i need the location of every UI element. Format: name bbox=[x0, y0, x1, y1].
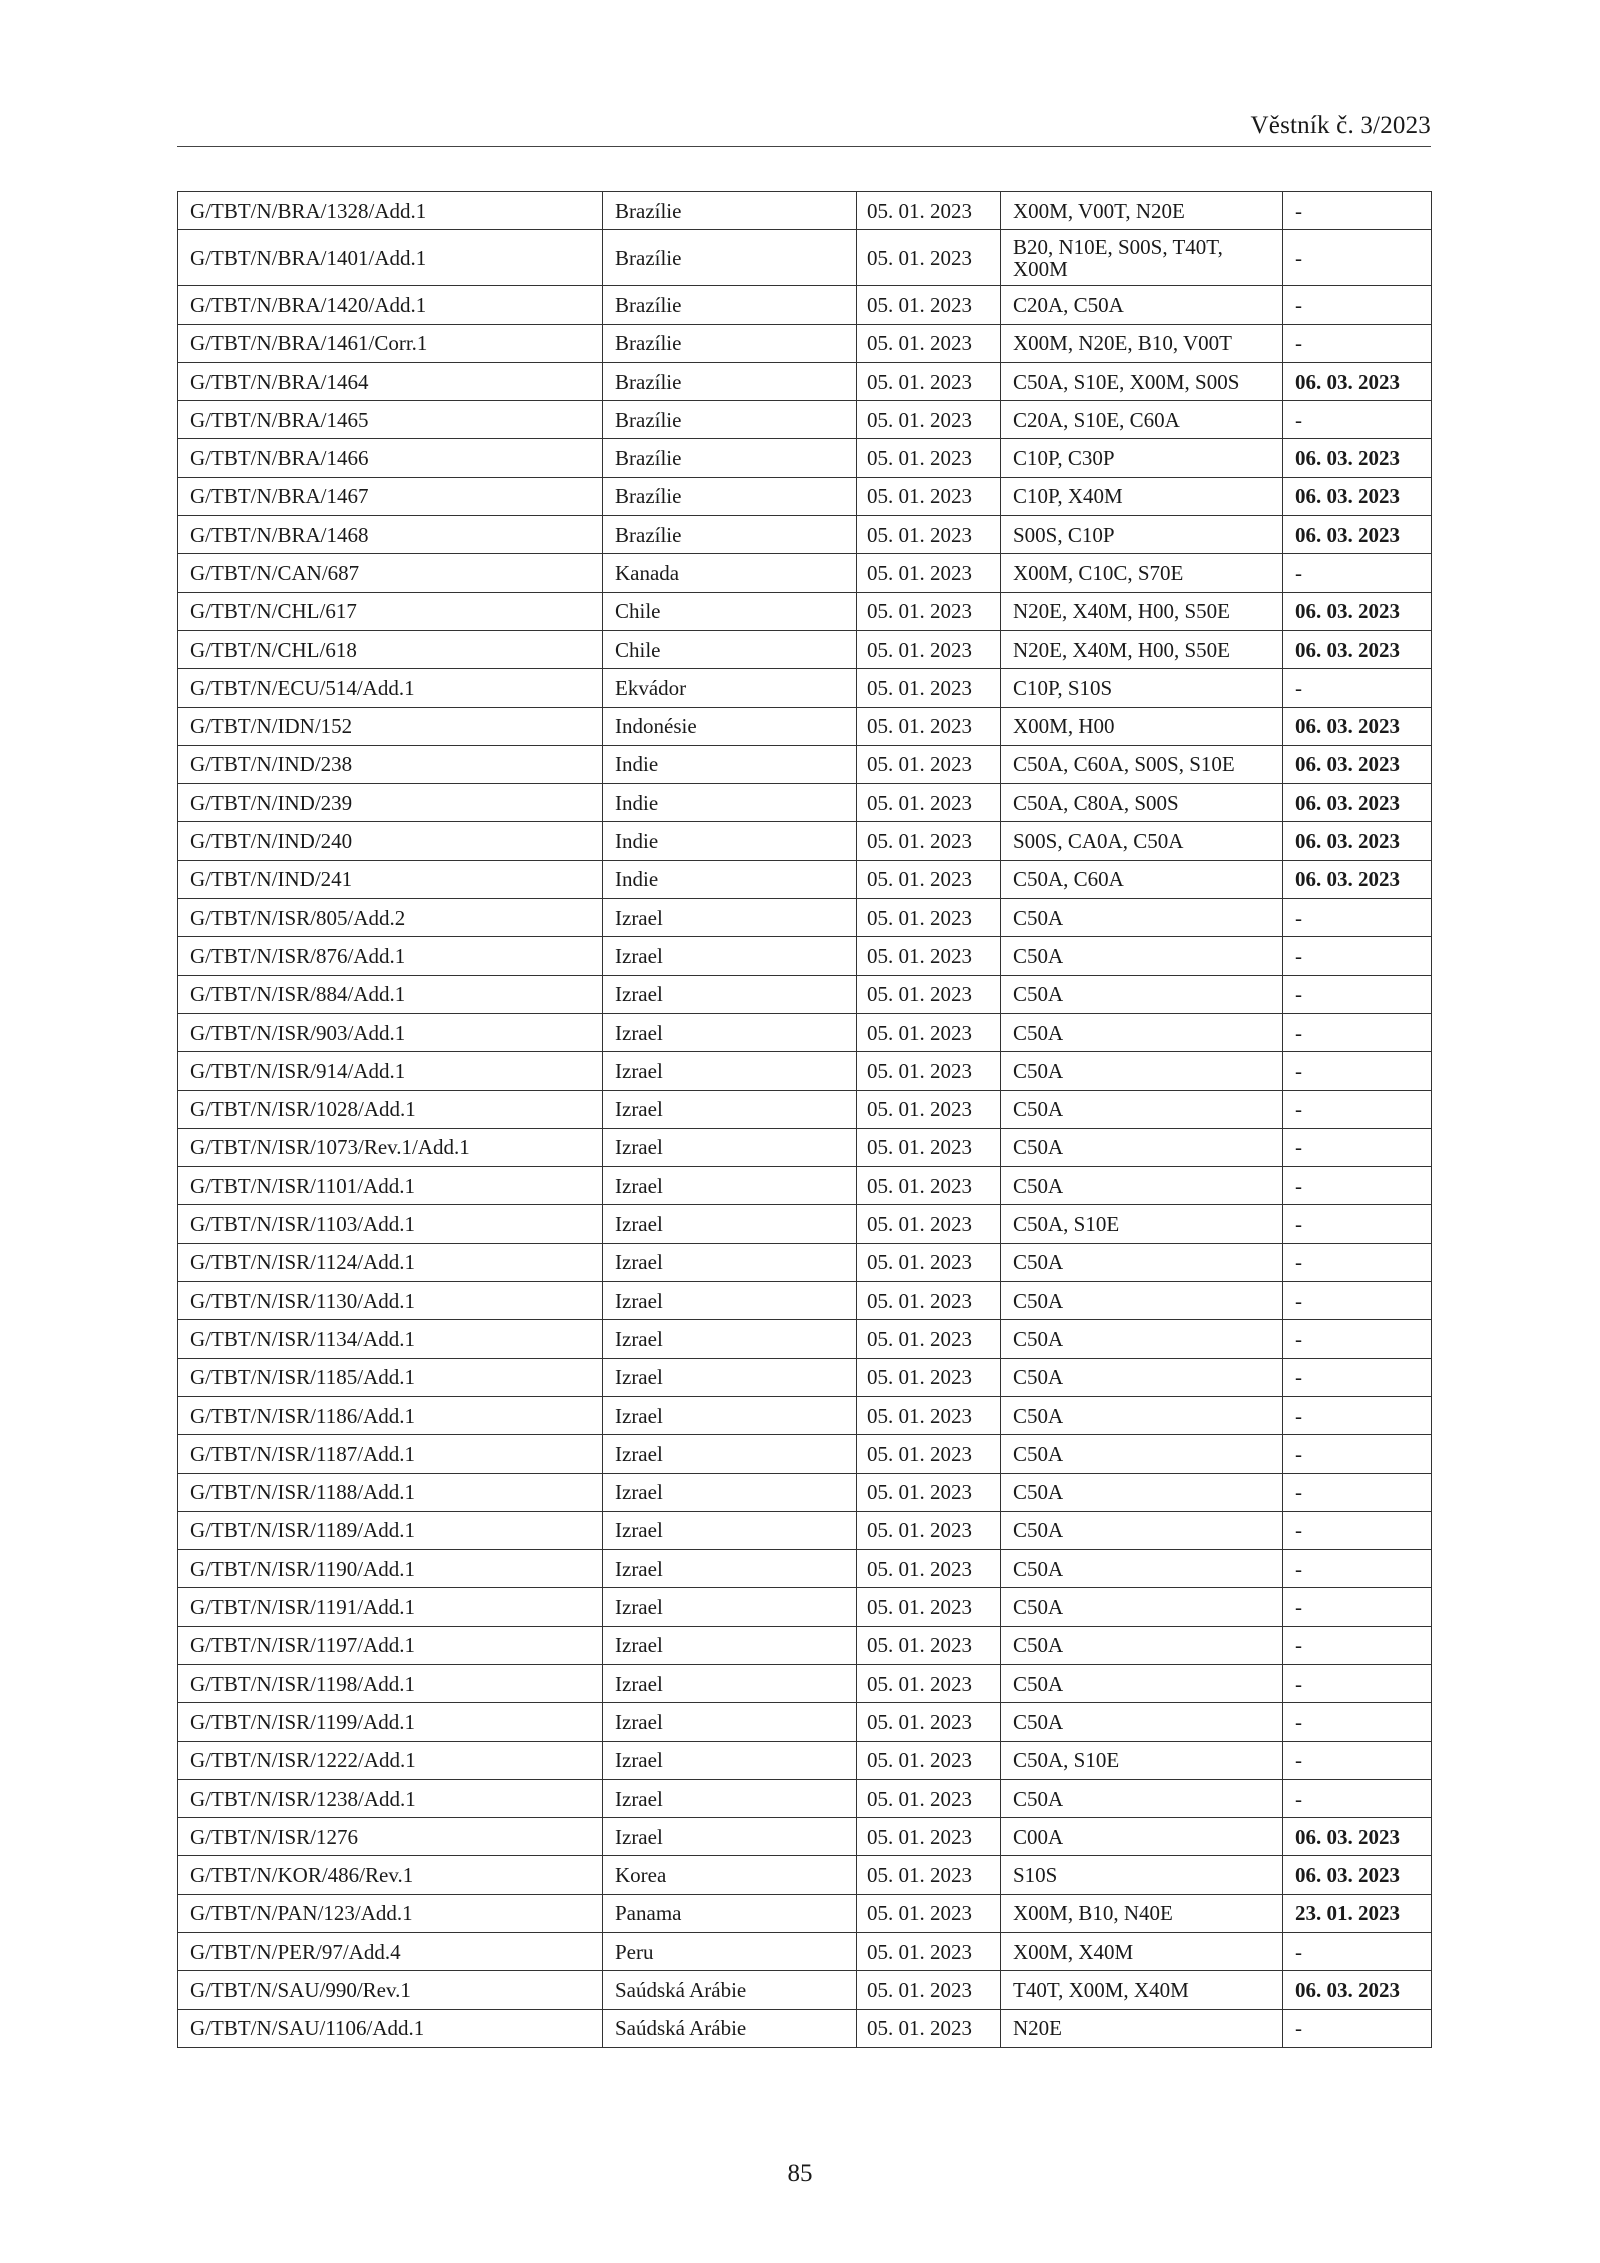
table-row bbox=[178, 975, 1432, 1013]
publication-date-cell: 05. 01. 2023 bbox=[857, 1167, 1001, 1205]
comment-deadline-cell: - bbox=[1283, 1588, 1432, 1626]
table-row bbox=[178, 669, 1432, 707]
publication-date-cell: 05. 01. 2023 bbox=[857, 362, 1001, 400]
ics-codes-cell: C50A bbox=[1001, 937, 1283, 975]
publication-date-cell: 05. 01. 2023 bbox=[857, 899, 1001, 937]
table-row bbox=[178, 1052, 1432, 1090]
notification-code-cell: G/TBT/N/BRA/1464 bbox=[178, 362, 603, 400]
ics-codes-cell: N20E, X40M, H00, S50E bbox=[1001, 592, 1283, 630]
comment-deadline-cell: - bbox=[1283, 937, 1432, 975]
ics-codes-cell: B20, N10E, S00S, T40T, X00M bbox=[1001, 230, 1283, 286]
ics-codes-cell: C50A, S10E bbox=[1001, 1205, 1283, 1243]
country-cell: Izrael bbox=[603, 1090, 857, 1128]
notification-code-cell: G/TBT/N/ISR/1073/Rev.1/Add.1 bbox=[178, 1128, 603, 1166]
comment-deadline-cell: - bbox=[1283, 899, 1432, 937]
comment-deadline-cell: - bbox=[1283, 1933, 1432, 1971]
country-cell: Izrael bbox=[603, 1511, 857, 1549]
ics-codes-cell: C50A bbox=[1001, 1320, 1283, 1358]
publication-date-cell: 05. 01. 2023 bbox=[857, 516, 1001, 554]
bulletin-title: Věstník č. 3/2023 bbox=[1250, 112, 1431, 139]
country-cell: Brazílie bbox=[603, 192, 857, 230]
table-row bbox=[178, 1856, 1432, 1894]
publication-date-cell: 05. 01. 2023 bbox=[857, 1435, 1001, 1473]
comment-deadline-cell: - bbox=[1283, 1358, 1432, 1396]
ics-codes-cell: C50A, C60A, S00S, S10E bbox=[1001, 745, 1283, 783]
country-cell: Izrael bbox=[603, 1358, 857, 1396]
table-row bbox=[178, 401, 1432, 439]
country-cell: Brazílie bbox=[603, 230, 857, 286]
comment-deadline-cell: - bbox=[1283, 1013, 1432, 1051]
notification-code-cell: G/TBT/N/BRA/1401/Add.1 bbox=[178, 230, 603, 286]
notification-code-cell: G/TBT/N/ISR/1124/Add.1 bbox=[178, 1243, 603, 1281]
publication-date-cell: 05. 01. 2023 bbox=[857, 1933, 1001, 1971]
ics-codes-cell: C50A bbox=[1001, 1511, 1283, 1549]
ics-codes-cell: C50A bbox=[1001, 1779, 1283, 1817]
notification-code-cell: G/TBT/N/BRA/1465 bbox=[178, 401, 603, 439]
comment-deadline-cell: 23. 01. 2023 bbox=[1283, 1894, 1432, 1932]
publication-date-cell: 05. 01. 2023 bbox=[857, 1243, 1001, 1281]
country-cell: Izrael bbox=[603, 1588, 857, 1626]
ics-codes-cell: X00M, V00T, N20E bbox=[1001, 192, 1283, 230]
table-row bbox=[178, 1933, 1432, 1971]
publication-date-cell: 05. 01. 2023 bbox=[857, 975, 1001, 1013]
country-cell: Izrael bbox=[603, 1473, 857, 1511]
notification-code-cell: G/TBT/N/ISR/1186/Add.1 bbox=[178, 1396, 603, 1434]
ics-codes-cell: C50A, C80A, S00S bbox=[1001, 784, 1283, 822]
country-cell: Peru bbox=[603, 1933, 857, 1971]
publication-date-cell: 05. 01. 2023 bbox=[857, 1818, 1001, 1856]
notification-code-cell: G/TBT/N/ISR/1185/Add.1 bbox=[178, 1358, 603, 1396]
notification-code-cell: G/TBT/N/IDN/152 bbox=[178, 707, 603, 745]
ics-codes-cell: C50A, S10E bbox=[1001, 1741, 1283, 1779]
comment-deadline-cell: 06. 03. 2023 bbox=[1283, 630, 1432, 668]
country-cell: Brazílie bbox=[603, 516, 857, 554]
publication-date-cell: 05. 01. 2023 bbox=[857, 2009, 1001, 2047]
table-row bbox=[178, 1090, 1432, 1128]
country-cell: Izrael bbox=[603, 1703, 857, 1741]
publication-date-cell: 05. 01. 2023 bbox=[857, 1703, 1001, 1741]
publication-date-cell: 05. 01. 2023 bbox=[857, 1320, 1001, 1358]
country-cell: Panama bbox=[603, 1894, 857, 1932]
publication-date-cell: 05. 01. 2023 bbox=[857, 860, 1001, 898]
publication-date-cell: 05. 01. 2023 bbox=[857, 1511, 1001, 1549]
comment-deadline-cell: 06. 03. 2023 bbox=[1283, 516, 1432, 554]
notification-code-cell: G/TBT/N/ECU/514/Add.1 bbox=[178, 669, 603, 707]
publication-date-cell: 05. 01. 2023 bbox=[857, 784, 1001, 822]
ics-codes-cell: X00M, H00 bbox=[1001, 707, 1283, 745]
notification-code-cell: G/TBT/N/PER/97/Add.4 bbox=[178, 1933, 603, 1971]
table-row bbox=[178, 1320, 1432, 1358]
ics-codes-cell: C10P, S10S bbox=[1001, 669, 1283, 707]
notification-code-cell: G/TBT/N/ISR/884/Add.1 bbox=[178, 975, 603, 1013]
ics-codes-cell: C10P, C30P bbox=[1001, 439, 1283, 477]
publication-date-cell: 05. 01. 2023 bbox=[857, 1473, 1001, 1511]
table-row bbox=[178, 592, 1432, 630]
notification-code-cell: G/TBT/N/ISR/1191/Add.1 bbox=[178, 1588, 603, 1626]
comment-deadline-cell: 06. 03. 2023 bbox=[1283, 1856, 1432, 1894]
ics-codes-cell: X00M, N20E, B10, V00T bbox=[1001, 324, 1283, 362]
notification-code-cell: G/TBT/N/ISR/1276 bbox=[178, 1818, 603, 1856]
country-cell: Ekvádor bbox=[603, 669, 857, 707]
comment-deadline-cell: - bbox=[1283, 1435, 1432, 1473]
table-row bbox=[178, 516, 1432, 554]
publication-date-cell: 05. 01. 2023 bbox=[857, 630, 1001, 668]
ics-codes-cell: X00M, X40M bbox=[1001, 1933, 1283, 1971]
notification-code-cell: G/TBT/N/ISR/1198/Add.1 bbox=[178, 1664, 603, 1702]
notification-code-cell: G/TBT/N/ISR/903/Add.1 bbox=[178, 1013, 603, 1051]
comment-deadline-cell: - bbox=[1283, 230, 1432, 286]
notification-code-cell: G/TBT/N/IND/241 bbox=[178, 860, 603, 898]
table-row bbox=[178, 1626, 1432, 1664]
notification-code-cell: G/TBT/N/ISR/1238/Add.1 bbox=[178, 1779, 603, 1817]
table-row bbox=[178, 860, 1432, 898]
table-row bbox=[178, 554, 1432, 592]
publication-date-cell: 05. 01. 2023 bbox=[857, 1626, 1001, 1664]
country-cell: Izrael bbox=[603, 1435, 857, 1473]
publication-date-cell: 05. 01. 2023 bbox=[857, 1013, 1001, 1051]
ics-codes-cell: C50A bbox=[1001, 1128, 1283, 1166]
notification-code-cell: G/TBT/N/ISR/1222/Add.1 bbox=[178, 1741, 603, 1779]
notification-code-cell: G/TBT/N/BRA/1468 bbox=[178, 516, 603, 554]
table-row bbox=[178, 230, 1432, 286]
comment-deadline-cell: - bbox=[1283, 1741, 1432, 1779]
country-cell: Korea bbox=[603, 1856, 857, 1894]
table-row bbox=[178, 324, 1432, 362]
table-row bbox=[178, 1396, 1432, 1434]
table-row bbox=[178, 1435, 1432, 1473]
country-cell: Izrael bbox=[603, 1550, 857, 1588]
country-cell: Izrael bbox=[603, 975, 857, 1013]
notification-code-cell: G/TBT/N/BRA/1328/Add.1 bbox=[178, 192, 603, 230]
notification-code-cell: G/TBT/N/CAN/687 bbox=[178, 554, 603, 592]
ics-codes-cell: N20E, X40M, H00, S50E bbox=[1001, 630, 1283, 668]
publication-date-cell: 05. 01. 2023 bbox=[857, 1128, 1001, 1166]
publication-date-cell: 05. 01. 2023 bbox=[857, 401, 1001, 439]
ics-codes-cell: C50A, C60A bbox=[1001, 860, 1283, 898]
table-row bbox=[178, 937, 1432, 975]
notification-code-cell: G/TBT/N/KOR/486/Rev.1 bbox=[178, 1856, 603, 1894]
ics-codes-cell: N20E bbox=[1001, 2009, 1283, 2047]
comment-deadline-cell: 06. 03. 2023 bbox=[1283, 745, 1432, 783]
table-row bbox=[178, 1282, 1432, 1320]
comment-deadline-cell: - bbox=[1283, 401, 1432, 439]
publication-date-cell: 05. 01. 2023 bbox=[857, 1971, 1001, 2009]
comment-deadline-cell: 06. 03. 2023 bbox=[1283, 592, 1432, 630]
ics-codes-cell: C00A bbox=[1001, 1818, 1283, 1856]
notification-code-cell: G/TBT/N/ISR/805/Add.2 bbox=[178, 899, 603, 937]
notification-code-cell: G/TBT/N/ISR/1028/Add.1 bbox=[178, 1090, 603, 1128]
table-row bbox=[178, 1779, 1432, 1817]
publication-date-cell: 05. 01. 2023 bbox=[857, 1090, 1001, 1128]
table-row bbox=[178, 2009, 1432, 2047]
comment-deadline-cell: - bbox=[1283, 1703, 1432, 1741]
comment-deadline-cell: - bbox=[1283, 2009, 1432, 2047]
comment-deadline-cell: - bbox=[1283, 1090, 1432, 1128]
notification-code-cell: G/TBT/N/ISR/1130/Add.1 bbox=[178, 1282, 603, 1320]
comment-deadline-cell: 06. 03. 2023 bbox=[1283, 707, 1432, 745]
comment-deadline-cell: - bbox=[1283, 1052, 1432, 1090]
country-cell: Izrael bbox=[603, 1320, 857, 1358]
notification-code-cell: G/TBT/N/BRA/1420/Add.1 bbox=[178, 286, 603, 324]
table-row bbox=[178, 745, 1432, 783]
notification-code-cell: G/TBT/N/ISR/1134/Add.1 bbox=[178, 1320, 603, 1358]
ics-codes-cell: T40T, X00M, X40M bbox=[1001, 1971, 1283, 2009]
comment-deadline-cell: - bbox=[1283, 192, 1432, 230]
ics-codes-cell: C50A bbox=[1001, 1052, 1283, 1090]
comment-deadline-cell: - bbox=[1283, 1128, 1432, 1166]
comment-deadline-cell: - bbox=[1283, 1550, 1432, 1588]
table-row bbox=[178, 1588, 1432, 1626]
ics-codes-cell: C50A bbox=[1001, 1358, 1283, 1396]
publication-date-cell: 05. 01. 2023 bbox=[857, 1894, 1001, 1932]
table-row bbox=[178, 439, 1432, 477]
table-row bbox=[178, 784, 1432, 822]
table-row bbox=[178, 1818, 1432, 1856]
notification-code-cell: G/TBT/N/CHL/617 bbox=[178, 592, 603, 630]
ics-codes-cell: S00S, C10P bbox=[1001, 516, 1283, 554]
country-cell: Izrael bbox=[603, 1205, 857, 1243]
publication-date-cell: 05. 01. 2023 bbox=[857, 822, 1001, 860]
country-cell: Saúdská Arábie bbox=[603, 1971, 857, 2009]
notification-code-cell: G/TBT/N/BRA/1461/Corr.1 bbox=[178, 324, 603, 362]
country-cell: Izrael bbox=[603, 1128, 857, 1166]
country-cell: Saúdská Arábie bbox=[603, 2009, 857, 2047]
comment-deadline-cell: - bbox=[1283, 1243, 1432, 1281]
country-cell: Indonésie bbox=[603, 707, 857, 745]
country-cell: Brazílie bbox=[603, 324, 857, 362]
ics-codes-cell: C50A bbox=[1001, 1664, 1283, 1702]
table-row bbox=[178, 477, 1432, 515]
table-row bbox=[178, 707, 1432, 745]
country-cell: Izrael bbox=[603, 1741, 857, 1779]
table-row bbox=[178, 630, 1432, 668]
ics-codes-cell: C50A bbox=[1001, 1396, 1283, 1434]
country-cell: Brazílie bbox=[603, 362, 857, 400]
publication-date-cell: 05. 01. 2023 bbox=[857, 230, 1001, 286]
ics-codes-cell: X00M, C10C, S70E bbox=[1001, 554, 1283, 592]
publication-date-cell: 05. 01. 2023 bbox=[857, 286, 1001, 324]
country-cell: Izrael bbox=[603, 1626, 857, 1664]
comment-deadline-cell: 06. 03. 2023 bbox=[1283, 822, 1432, 860]
ics-codes-cell: C20A, S10E, C60A bbox=[1001, 401, 1283, 439]
country-cell: Kanada bbox=[603, 554, 857, 592]
comment-deadline-cell: - bbox=[1283, 1320, 1432, 1358]
comment-deadline-cell: - bbox=[1283, 554, 1432, 592]
country-cell: Brazílie bbox=[603, 401, 857, 439]
comment-deadline-cell: - bbox=[1283, 1167, 1432, 1205]
publication-date-cell: 05. 01. 2023 bbox=[857, 192, 1001, 230]
table-row bbox=[178, 1511, 1432, 1549]
ics-codes-cell: C50A bbox=[1001, 1167, 1283, 1205]
notification-code-cell: G/TBT/N/IND/240 bbox=[178, 822, 603, 860]
notification-code-cell: G/TBT/N/IND/239 bbox=[178, 784, 603, 822]
publication-date-cell: 05. 01. 2023 bbox=[857, 1396, 1001, 1434]
country-cell: Izrael bbox=[603, 1282, 857, 1320]
table-row bbox=[178, 1741, 1432, 1779]
table-row bbox=[178, 1664, 1432, 1702]
comment-deadline-cell: 06. 03. 2023 bbox=[1283, 439, 1432, 477]
notification-code-cell: G/TBT/N/ISR/876/Add.1 bbox=[178, 937, 603, 975]
notification-code-cell: G/TBT/N/CHL/618 bbox=[178, 630, 603, 668]
notification-code-cell: G/TBT/N/ISR/1189/Add.1 bbox=[178, 1511, 603, 1549]
comment-deadline-cell: - bbox=[1283, 1511, 1432, 1549]
ics-codes-cell: C50A bbox=[1001, 1473, 1283, 1511]
table-row bbox=[178, 1013, 1432, 1051]
publication-date-cell: 05. 01. 2023 bbox=[857, 1741, 1001, 1779]
comment-deadline-cell: - bbox=[1283, 1779, 1432, 1817]
ics-codes-cell: C50A bbox=[1001, 899, 1283, 937]
country-cell: Izrael bbox=[603, 1013, 857, 1051]
table-row bbox=[178, 822, 1432, 860]
publication-date-cell: 05. 01. 2023 bbox=[857, 1664, 1001, 1702]
ics-codes-cell: C50A bbox=[1001, 1435, 1283, 1473]
comment-deadline-cell: - bbox=[1283, 324, 1432, 362]
table-row bbox=[178, 1703, 1432, 1741]
table-row bbox=[178, 1550, 1432, 1588]
table-row bbox=[178, 1167, 1432, 1205]
ics-codes-cell: C20A, C50A bbox=[1001, 286, 1283, 324]
country-cell: Brazílie bbox=[603, 439, 857, 477]
publication-date-cell: 05. 01. 2023 bbox=[857, 439, 1001, 477]
notification-code-cell: G/TBT/N/BRA/1466 bbox=[178, 439, 603, 477]
table-row bbox=[178, 362, 1432, 400]
ics-codes-cell: C50A bbox=[1001, 1013, 1283, 1051]
comment-deadline-cell: - bbox=[1283, 1473, 1432, 1511]
comment-deadline-cell: - bbox=[1283, 1282, 1432, 1320]
country-cell: Izrael bbox=[603, 899, 857, 937]
publication-date-cell: 05. 01. 2023 bbox=[857, 937, 1001, 975]
comment-deadline-cell: - bbox=[1283, 975, 1432, 1013]
country-cell: Chile bbox=[603, 630, 857, 668]
notification-code-cell: G/TBT/N/ISR/1187/Add.1 bbox=[178, 1435, 603, 1473]
publication-date-cell: 05. 01. 2023 bbox=[857, 669, 1001, 707]
notification-code-cell: G/TBT/N/ISR/1197/Add.1 bbox=[178, 1626, 603, 1664]
ics-codes-cell: C10P, X40M bbox=[1001, 477, 1283, 515]
table-row bbox=[178, 1473, 1432, 1511]
publication-date-cell: 05. 01. 2023 bbox=[857, 1779, 1001, 1817]
publication-date-cell: 05. 01. 2023 bbox=[857, 1358, 1001, 1396]
table-row bbox=[178, 1128, 1432, 1166]
country-cell: Izrael bbox=[603, 1664, 857, 1702]
table-row bbox=[178, 1358, 1432, 1396]
comment-deadline-cell: - bbox=[1283, 669, 1432, 707]
country-cell: Indie bbox=[603, 822, 857, 860]
publication-date-cell: 05. 01. 2023 bbox=[857, 745, 1001, 783]
notification-table bbox=[177, 191, 1432, 2048]
publication-date-cell: 05. 01. 2023 bbox=[857, 1282, 1001, 1320]
comment-deadline-cell: 06. 03. 2023 bbox=[1283, 362, 1432, 400]
table-row bbox=[178, 1971, 1432, 2009]
country-cell: Brazílie bbox=[603, 477, 857, 515]
notification-code-cell: G/TBT/N/ISR/914/Add.1 bbox=[178, 1052, 603, 1090]
publication-date-cell: 05. 01. 2023 bbox=[857, 477, 1001, 515]
country-cell: Izrael bbox=[603, 1779, 857, 1817]
country-cell: Chile bbox=[603, 592, 857, 630]
comment-deadline-cell: 06. 03. 2023 bbox=[1283, 477, 1432, 515]
notification-code-cell: G/TBT/N/BRA/1467 bbox=[178, 477, 603, 515]
comment-deadline-cell: 06. 03. 2023 bbox=[1283, 860, 1432, 898]
table-row bbox=[178, 899, 1432, 937]
notification-code-cell: G/TBT/N/IND/238 bbox=[178, 745, 603, 783]
table-row bbox=[178, 192, 1432, 230]
notification-code-cell: G/TBT/N/SAU/990/Rev.1 bbox=[178, 1971, 603, 2009]
ics-codes-cell: C50A bbox=[1001, 1626, 1283, 1664]
comment-deadline-cell: - bbox=[1283, 1626, 1432, 1664]
comment-deadline-cell: 06. 03. 2023 bbox=[1283, 1971, 1432, 2009]
ics-codes-cell: X00M, B10, N40E bbox=[1001, 1894, 1283, 1932]
notification-code-cell: G/TBT/N/ISR/1103/Add.1 bbox=[178, 1205, 603, 1243]
page-number: 85 bbox=[787, 2160, 813, 2187]
notification-code-cell: G/TBT/N/ISR/1101/Add.1 bbox=[178, 1167, 603, 1205]
comment-deadline-cell: 06. 03. 2023 bbox=[1283, 1818, 1432, 1856]
publication-date-cell: 05. 01. 2023 bbox=[857, 324, 1001, 362]
country-cell: Izrael bbox=[603, 1818, 857, 1856]
publication-date-cell: 05. 01. 2023 bbox=[857, 1856, 1001, 1894]
publication-date-cell: 05. 01. 2023 bbox=[857, 1588, 1001, 1626]
country-cell: Izrael bbox=[603, 937, 857, 975]
country-cell: Izrael bbox=[603, 1052, 857, 1090]
comment-deadline-cell: - bbox=[1283, 1664, 1432, 1702]
notification-code-cell: G/TBT/N/ISR/1199/Add.1 bbox=[178, 1703, 603, 1741]
notification-code-cell: G/TBT/N/SAU/1106/Add.1 bbox=[178, 2009, 603, 2047]
ics-codes-cell: C50A, S10E, X00M, S00S bbox=[1001, 362, 1283, 400]
notification-code-cell: G/TBT/N/ISR/1190/Add.1 bbox=[178, 1550, 603, 1588]
ics-codes-cell: C50A bbox=[1001, 1090, 1283, 1128]
publication-date-cell: 05. 01. 2023 bbox=[857, 592, 1001, 630]
ics-codes-cell: C50A bbox=[1001, 1243, 1283, 1281]
ics-codes-cell: S10S bbox=[1001, 1856, 1283, 1894]
country-cell: Izrael bbox=[603, 1243, 857, 1281]
comment-deadline-cell: - bbox=[1283, 286, 1432, 324]
ics-codes-cell: C50A bbox=[1001, 975, 1283, 1013]
country-cell: Indie bbox=[603, 745, 857, 783]
publication-date-cell: 05. 01. 2023 bbox=[857, 707, 1001, 745]
country-cell: Indie bbox=[603, 860, 857, 898]
publication-date-cell: 05. 01. 2023 bbox=[857, 1205, 1001, 1243]
ics-codes-cell: C50A bbox=[1001, 1588, 1283, 1626]
table-row bbox=[178, 1894, 1432, 1932]
comment-deadline-cell: - bbox=[1283, 1396, 1432, 1434]
page-header bbox=[177, 100, 1431, 147]
country-cell: Izrael bbox=[603, 1396, 857, 1434]
notification-code-cell: G/TBT/N/ISR/1188/Add.1 bbox=[178, 1473, 603, 1511]
ics-codes-cell: C50A bbox=[1001, 1703, 1283, 1741]
country-cell: Izrael bbox=[603, 1167, 857, 1205]
country-cell: Indie bbox=[603, 784, 857, 822]
notification-code-cell: G/TBT/N/PAN/123/Add.1 bbox=[178, 1894, 603, 1932]
table-row bbox=[178, 1243, 1432, 1281]
notification-table-body bbox=[178, 192, 1432, 2048]
country-cell: Brazílie bbox=[603, 286, 857, 324]
comment-deadline-cell: - bbox=[1283, 1205, 1432, 1243]
publication-date-cell: 05. 01. 2023 bbox=[857, 1550, 1001, 1588]
publication-date-cell: 05. 01. 2023 bbox=[857, 1052, 1001, 1090]
table-row bbox=[178, 1205, 1432, 1243]
table-row bbox=[178, 286, 1432, 324]
publication-date-cell: 05. 01. 2023 bbox=[857, 554, 1001, 592]
ics-codes-cell: S00S, CA0A, C50A bbox=[1001, 822, 1283, 860]
ics-codes-cell: C50A bbox=[1001, 1550, 1283, 1588]
ics-codes-cell: C50A bbox=[1001, 1282, 1283, 1320]
comment-deadline-cell: 06. 03. 2023 bbox=[1283, 784, 1432, 822]
